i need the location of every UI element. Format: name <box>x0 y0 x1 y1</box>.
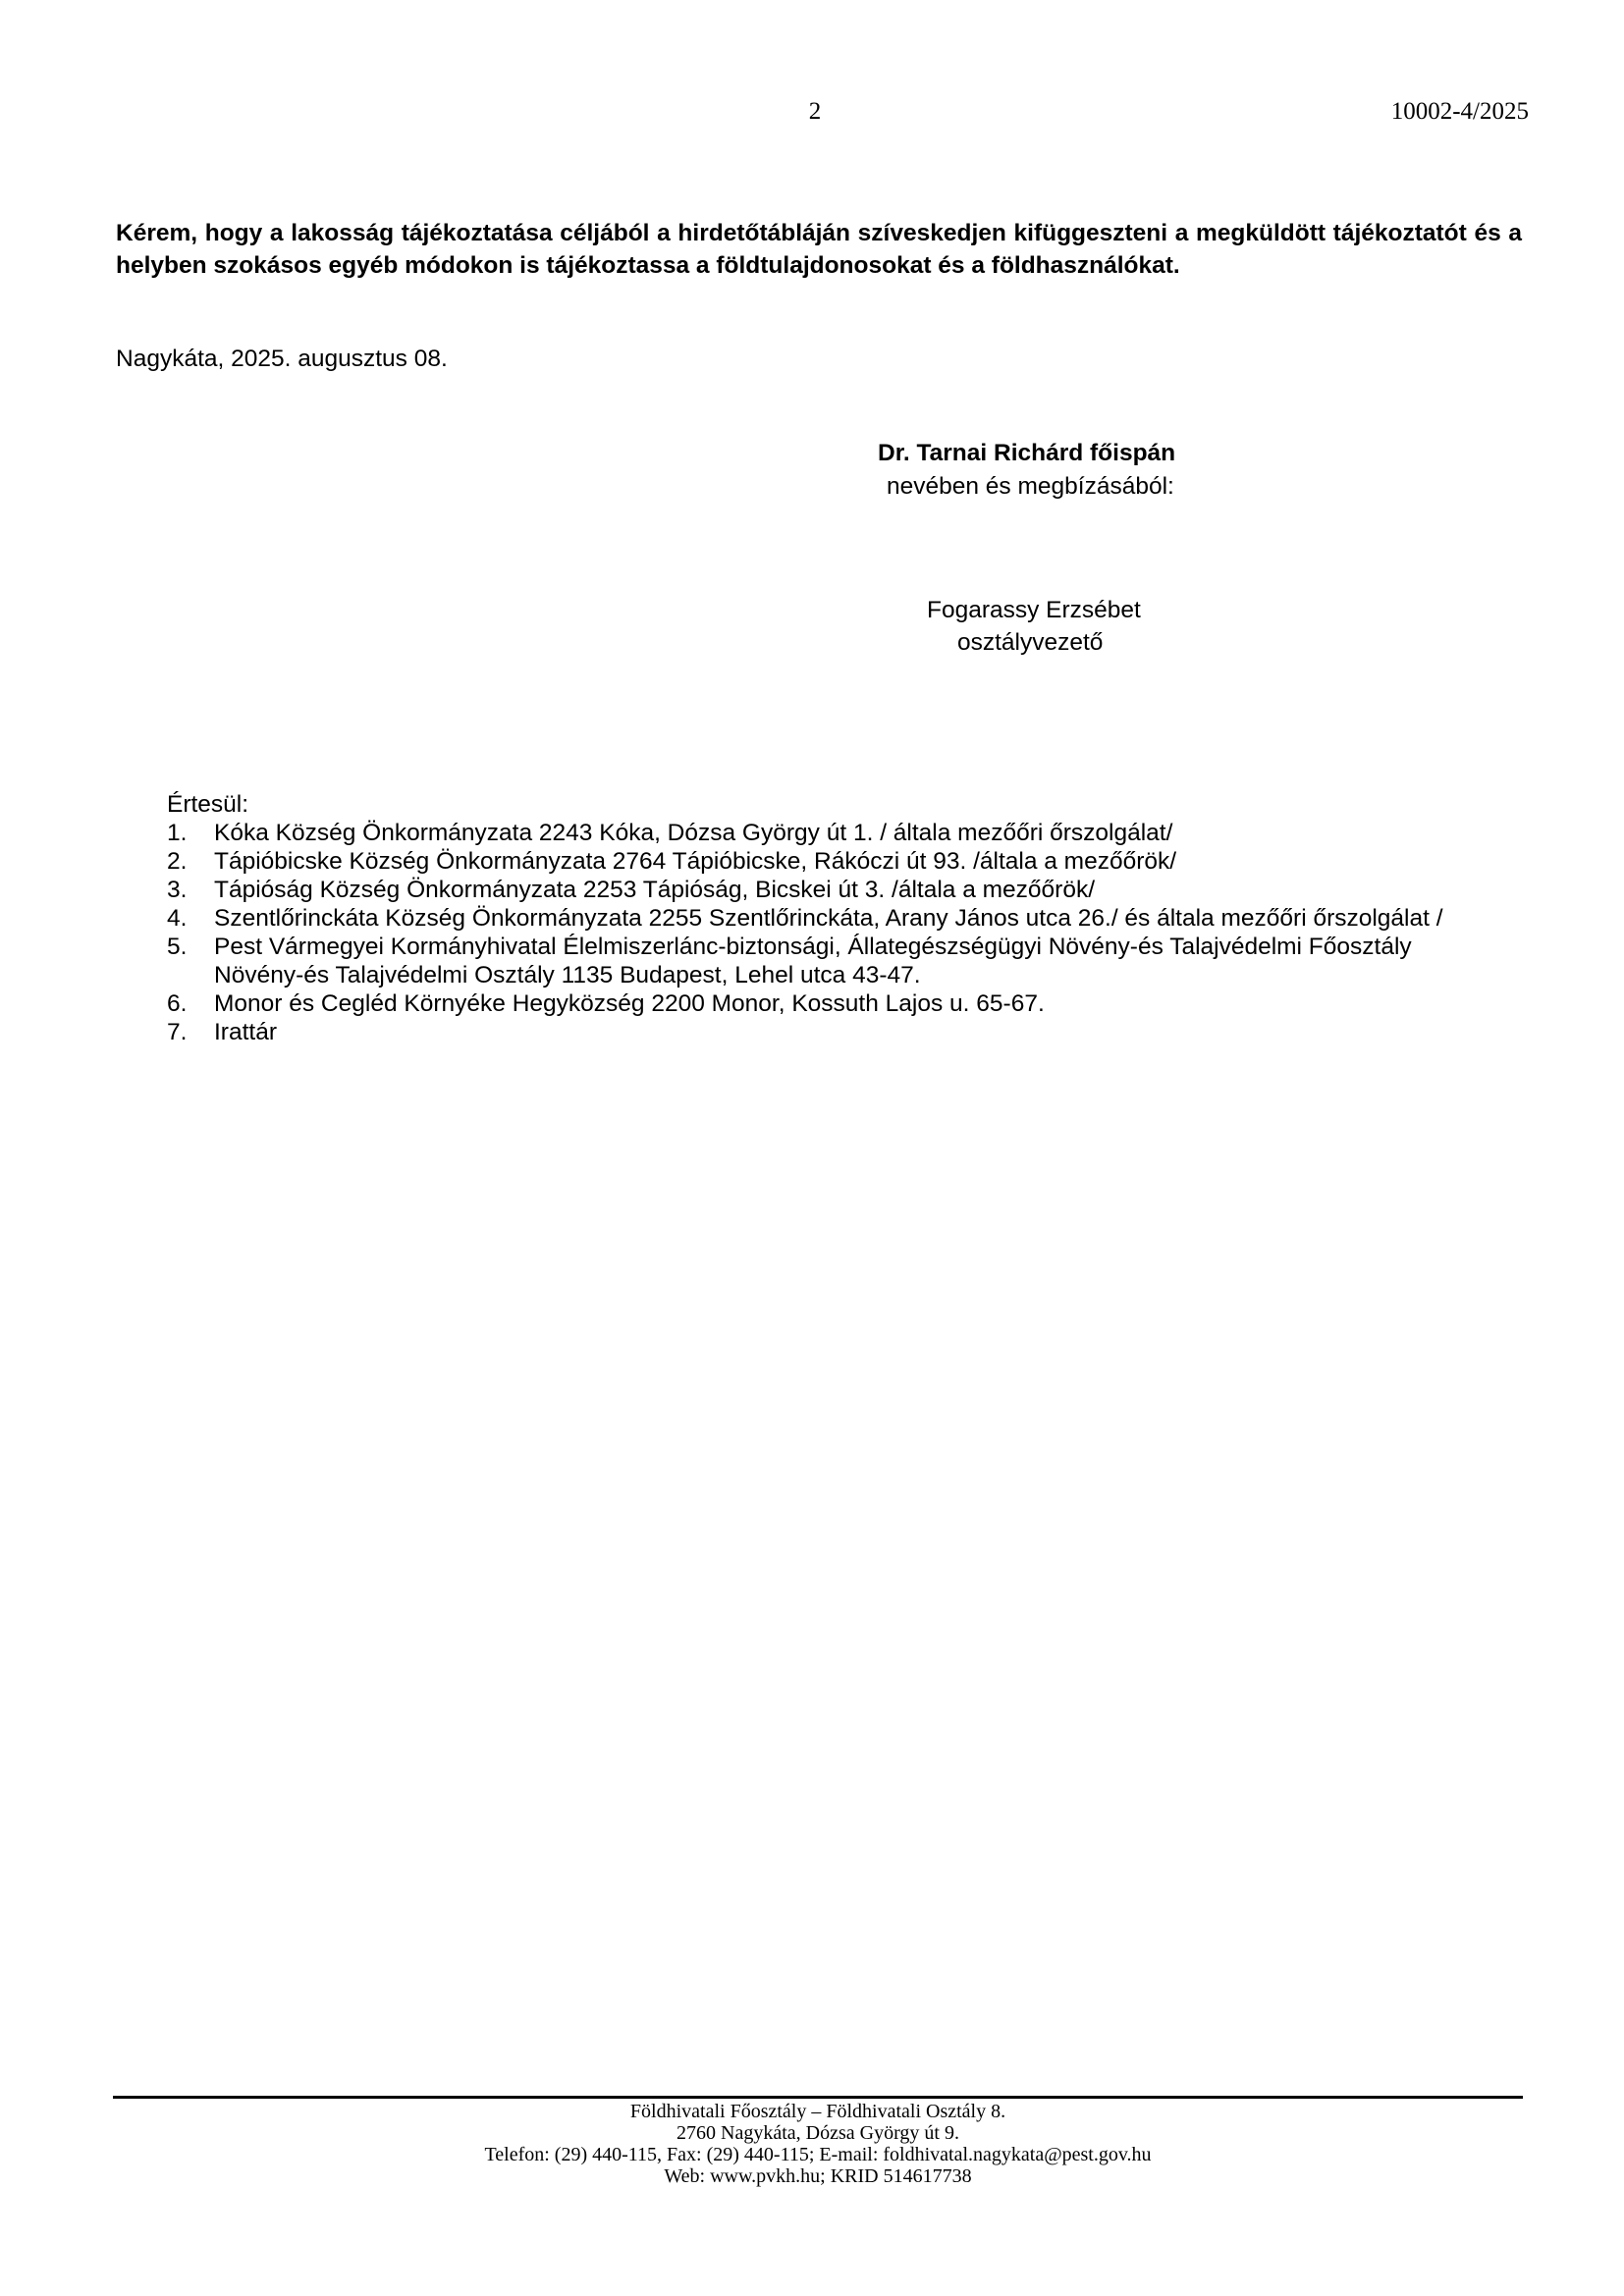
list-item-number: 7. <box>167 1019 188 1045</box>
list-item-text: Tápióbicske Község Önkormányzata 2764 Tápióbicske, Rákóczi út 93. /általa a mezőőrök/ <box>214 848 1177 875</box>
list-item-text: Kóka Község Önkormányzata 2243 Kóka, Dózsa György út 1. / általa mezőőri őrszolgálat/ <box>214 820 1173 846</box>
footer-web: Web: www.pvkh.hu; KRID 514617738 <box>664 2165 972 2187</box>
list-item <box>167 933 1502 989</box>
place-date: Nagykáta, 2025. augusztus 08. <box>116 346 448 372</box>
request-paragraph: Kérem, hogy a lakosság tájékoztatása céljából a hirdetőtábláján szíveskedjen kifüggeszteni a megküldött tájékoztatót és a helyben szokásos egyéb módokon is tájékoztassa a földtulajdonosokat és a földhasználókat. <box>116 220 1522 279</box>
list-item <box>167 989 1502 1018</box>
list-item <box>167 1018 1502 1046</box>
list-item-text: Tápióság Község Önkormányzata 2253 Tápióság, Bicskei út 3. /általa a mezőőrök/ <box>214 877 1096 903</box>
list-item-text: Szentlőrinckáta Község Önkormányzata 2255 Szentlőrinckáta, Arany János utca 26./ és általa mezőőri őrszolgálat / <box>214 905 1443 932</box>
footer-divider <box>113 2096 1523 2099</box>
list-item <box>167 876 1502 904</box>
list-item <box>167 847 1502 876</box>
footer-address: 2760 Nagykáta, Dózsa György út 9. <box>677 2122 959 2144</box>
list-item-number: 6. <box>167 990 188 1017</box>
list-item-number: 5. <box>167 934 188 960</box>
department-head-title: osztályvezető <box>957 629 1104 656</box>
list-item-text: Pest Vármegyei Kormányhivatal Élelmiszerlánc-biztonsági, Állategészségügyi Növény-és Talajvédelmi Főosztály Növény-és Talajvédelmi Osztály 1135 Budapest, Lehel utca 43-47. <box>214 934 1412 988</box>
notification-title: Értesül: <box>167 791 249 818</box>
footer <box>113 2101 1523 2187</box>
signatory-name: Dr. Tarnai Richárd főispán <box>878 440 1176 466</box>
recipient-list <box>167 819 1502 1046</box>
footer-contact: Telefon: (29) 440-115, Fax: (29) 440-115; E-mail: foldhivatal.nagykata@pest.gov.hu <box>484 2144 1152 2165</box>
list-item-number: 1. <box>167 820 188 846</box>
list-item <box>167 819 1502 847</box>
signatory-on-behalf: nevében és megbízásából: <box>887 473 1174 500</box>
page-number: 2 <box>808 98 822 125</box>
list-item-number: 2. <box>167 848 188 875</box>
list-item-number: 3. <box>167 877 188 903</box>
list-item-text: Monor és Cegléd Környéke Hegyközség 2200 Monor, Kossuth Lajos u. 65-67. <box>214 990 1045 1017</box>
list-item-number: 4. <box>167 905 188 932</box>
document-reference: 10002-4/2025 <box>1390 98 1529 125</box>
list-item <box>167 904 1502 933</box>
list-item-text: Irattár <box>214 1019 277 1045</box>
footer-department: Földhivatali Főosztály – Földhivatali Osztály 8. <box>629 2101 1006 2122</box>
department-head-name: Fogarassy Erzsébet <box>927 597 1141 623</box>
